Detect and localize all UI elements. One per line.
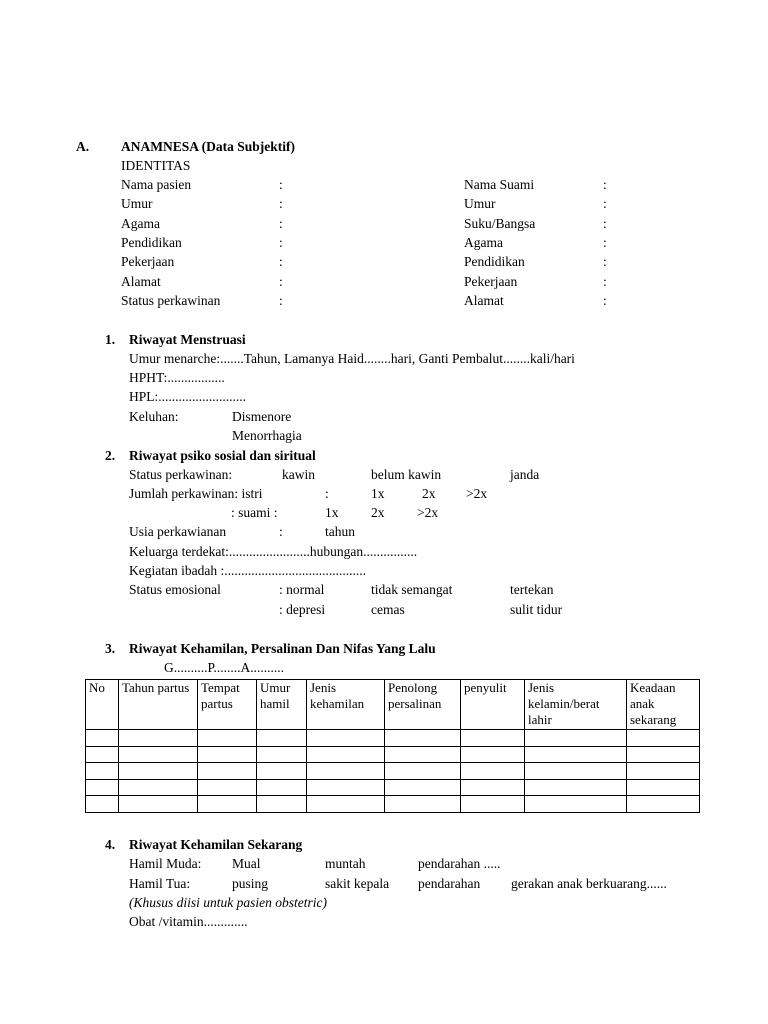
colon: : <box>325 486 329 501</box>
table-cell <box>86 796 119 813</box>
table-cell <box>257 779 307 796</box>
item-number: 2. <box>105 448 116 463</box>
colon: : <box>279 196 283 211</box>
table-cell <box>525 763 627 780</box>
colon: : <box>603 177 607 192</box>
table-cell <box>385 763 461 780</box>
label-status-perkawinan: Status perkawinan <box>121 293 221 308</box>
option-belum-kawin: belum kawin <box>371 467 442 482</box>
table-row <box>86 746 700 763</box>
hpl-line: HPL:.......................... <box>129 389 247 404</box>
colon: : <box>603 235 607 250</box>
table-cell <box>627 779 700 796</box>
kehamilan-lalu-title: Riwayat Kehamilan, Persalinan Dan Nifas Yang Lalu <box>129 641 436 656</box>
keluhan-dismenore: Dismenore <box>232 409 292 424</box>
option-2x: 2x <box>371 505 385 520</box>
option-tertekan: tertekan <box>510 582 554 597</box>
option-2x: 2x <box>422 486 436 501</box>
table-cell <box>119 730 198 747</box>
table-cell <box>525 796 627 813</box>
item-number: 1. <box>105 332 116 347</box>
hpht-line: HPHT:................. <box>129 370 225 385</box>
option-sakit-kepala: sakit kepala <box>325 876 390 891</box>
colon: : <box>279 235 283 250</box>
ibadah-line: Kegiatan ibadah :.......................................... <box>129 563 366 578</box>
table-cell <box>627 730 700 747</box>
label-pendidikan: Pendidikan <box>121 235 182 250</box>
option-janda: janda <box>510 467 540 482</box>
table-cell <box>119 763 198 780</box>
colon: : <box>279 216 283 231</box>
label-umur: Umur <box>121 196 153 211</box>
option-gerakan-anak: gerakan anak berkuarang...... <box>511 876 667 891</box>
option-pusing: pusing <box>232 876 269 891</box>
identitas-heading: IDENTITAS <box>121 158 191 173</box>
option-mual: Mual <box>232 856 261 871</box>
option-tidak-semangat: tidak semangat <box>371 582 453 597</box>
option-cemas: cemas <box>371 602 405 617</box>
menarche-line: Umur menarche:.......Tahun, Lamanya Haid........hari, Ganti Pembalut........kali/hari <box>129 351 575 366</box>
psiko-title: Riwayat psiko sosial dan siritual <box>129 448 316 463</box>
option-depresi: : depresi <box>279 602 326 617</box>
gpa-line: G..........P........A.......... <box>164 660 285 675</box>
option-gt2x: >2x <box>466 486 488 501</box>
label-agama-suami: Agama <box>464 235 503 250</box>
option-pendarahan: pendarahan <box>418 876 481 891</box>
table-cell <box>119 796 198 813</box>
table-cell <box>307 796 385 813</box>
riwayat-kehamilan-table <box>85 679 700 813</box>
table-cell <box>627 746 700 763</box>
table-cell <box>307 746 385 763</box>
col-header-keadaan-anak: Keadaan anak sekarang <box>627 680 700 730</box>
option-normal: : normal <box>279 582 325 597</box>
table-cell <box>627 763 700 780</box>
table-cell <box>385 779 461 796</box>
label-alamat-suami: Alamat <box>464 293 504 308</box>
option-1x: 1x <box>371 486 385 501</box>
colon: : <box>279 524 283 539</box>
table-cell <box>525 730 627 747</box>
col-header-jenis-kehamilan: Jenis kehamilan <box>307 680 385 730</box>
status-perkawinan-label: Status perkawinan: <box>129 467 233 482</box>
table-cell <box>307 763 385 780</box>
table-cell <box>198 746 257 763</box>
table-cell <box>461 763 525 780</box>
option-pendarahan: pendarahan ..... <box>418 856 501 871</box>
option-muntah: muntah <box>325 856 366 871</box>
keluarga-line: Keluarga terdekat:........................hubungan................ <box>129 544 418 559</box>
table-cell <box>461 746 525 763</box>
colon: : <box>603 293 607 308</box>
option-kawin: kawin <box>282 467 315 482</box>
kehamilan-sekarang-title: Riwayat Kehamilan Sekarang <box>129 837 303 852</box>
col-header-tempat-partus: Tempat partus <box>198 680 257 730</box>
colon: : <box>279 274 283 289</box>
colon: : <box>603 216 607 231</box>
keluhan-label: Keluhan: <box>129 409 179 424</box>
table-cell <box>385 746 461 763</box>
table-cell <box>198 796 257 813</box>
label-pekerjaan-suami: Pekerjaan <box>464 274 518 289</box>
label-umur-suami: Umur <box>464 196 496 211</box>
table-cell <box>198 779 257 796</box>
colon: : <box>279 177 283 192</box>
suami-label: : suami : <box>231 505 278 520</box>
table-row <box>86 763 700 780</box>
item-number: 3. <box>105 641 116 656</box>
keluhan-menorrhagia: Menorrhagia <box>232 428 302 443</box>
option-gt2x: >2x <box>417 505 439 520</box>
table-cell <box>86 746 119 763</box>
table-cell <box>461 796 525 813</box>
hamil-tua-label: Hamil Tua: <box>129 876 191 891</box>
colon: : <box>603 274 607 289</box>
table-cell <box>198 763 257 780</box>
col-header-penolong: Penolong persalinan <box>385 680 461 730</box>
table-cell <box>385 796 461 813</box>
table-row <box>86 730 700 747</box>
menstruasi-title: Riwayat Menstruasi <box>129 332 246 347</box>
table-cell <box>525 779 627 796</box>
status-emosional-label: Status emosional <box>129 582 221 597</box>
table-row <box>86 796 700 813</box>
item-number: 4. <box>105 837 116 852</box>
table-header-row <box>86 680 700 730</box>
table-cell <box>198 730 257 747</box>
label-suku-bangsa: Suku/Bangsa <box>464 216 536 231</box>
label-pendidikan-suami: Pendidikan <box>464 254 525 269</box>
section-title: ANAMNESA (Data Subjektif) <box>121 139 296 154</box>
usia-unit: tahun <box>325 524 355 539</box>
table-cell <box>461 779 525 796</box>
obat-vitamin-line: Obat /vitamin............. <box>129 914 248 929</box>
table-cell <box>257 746 307 763</box>
colon: : <box>603 196 607 211</box>
usia-perkawinan-label: Usia perkawianan <box>129 524 227 539</box>
table-cell <box>119 779 198 796</box>
table-cell <box>385 730 461 747</box>
table-cell <box>461 730 525 747</box>
col-header-no: No <box>86 680 119 730</box>
table-cell <box>119 746 198 763</box>
table-cell <box>86 779 119 796</box>
label-nama-pasien: Nama pasien <box>121 177 192 192</box>
table-cell <box>257 796 307 813</box>
col-header-jenis-kelamin: Jenis kelamin/berat lahir <box>525 680 627 730</box>
colon: : <box>279 293 283 308</box>
table-cell <box>307 730 385 747</box>
table-cell <box>307 779 385 796</box>
hamil-muda-label: Hamil Muda: <box>129 856 202 871</box>
col-header-tahun-partus: Tahun partus <box>119 680 198 730</box>
table-cell <box>86 763 119 780</box>
jumlah-perkawinan-label: Jumlah perkawinan: istri <box>129 486 263 501</box>
label-pekerjaan: Pekerjaan <box>121 254 175 269</box>
col-header-penyulit: penyulit <box>461 680 525 730</box>
label-agama: Agama <box>121 216 160 231</box>
table-row <box>86 779 700 796</box>
option-sulit-tidur: sulit tidur <box>510 602 563 617</box>
table-cell <box>627 796 700 813</box>
table-cell <box>86 730 119 747</box>
section-letter: A. <box>76 139 90 154</box>
colon: : <box>603 254 607 269</box>
table-cell <box>525 746 627 763</box>
option-1x: 1x <box>325 505 339 520</box>
col-header-umur-hamil: Umur hamil <box>257 680 307 730</box>
colon: : <box>279 254 283 269</box>
table-cell <box>257 730 307 747</box>
label-alamat: Alamat <box>121 274 161 289</box>
obstetric-note: (Khusus diisi untuk pasien obstetric) <box>129 895 327 910</box>
table-cell <box>257 763 307 780</box>
label-nama-suami: Nama Suami <box>464 177 535 192</box>
